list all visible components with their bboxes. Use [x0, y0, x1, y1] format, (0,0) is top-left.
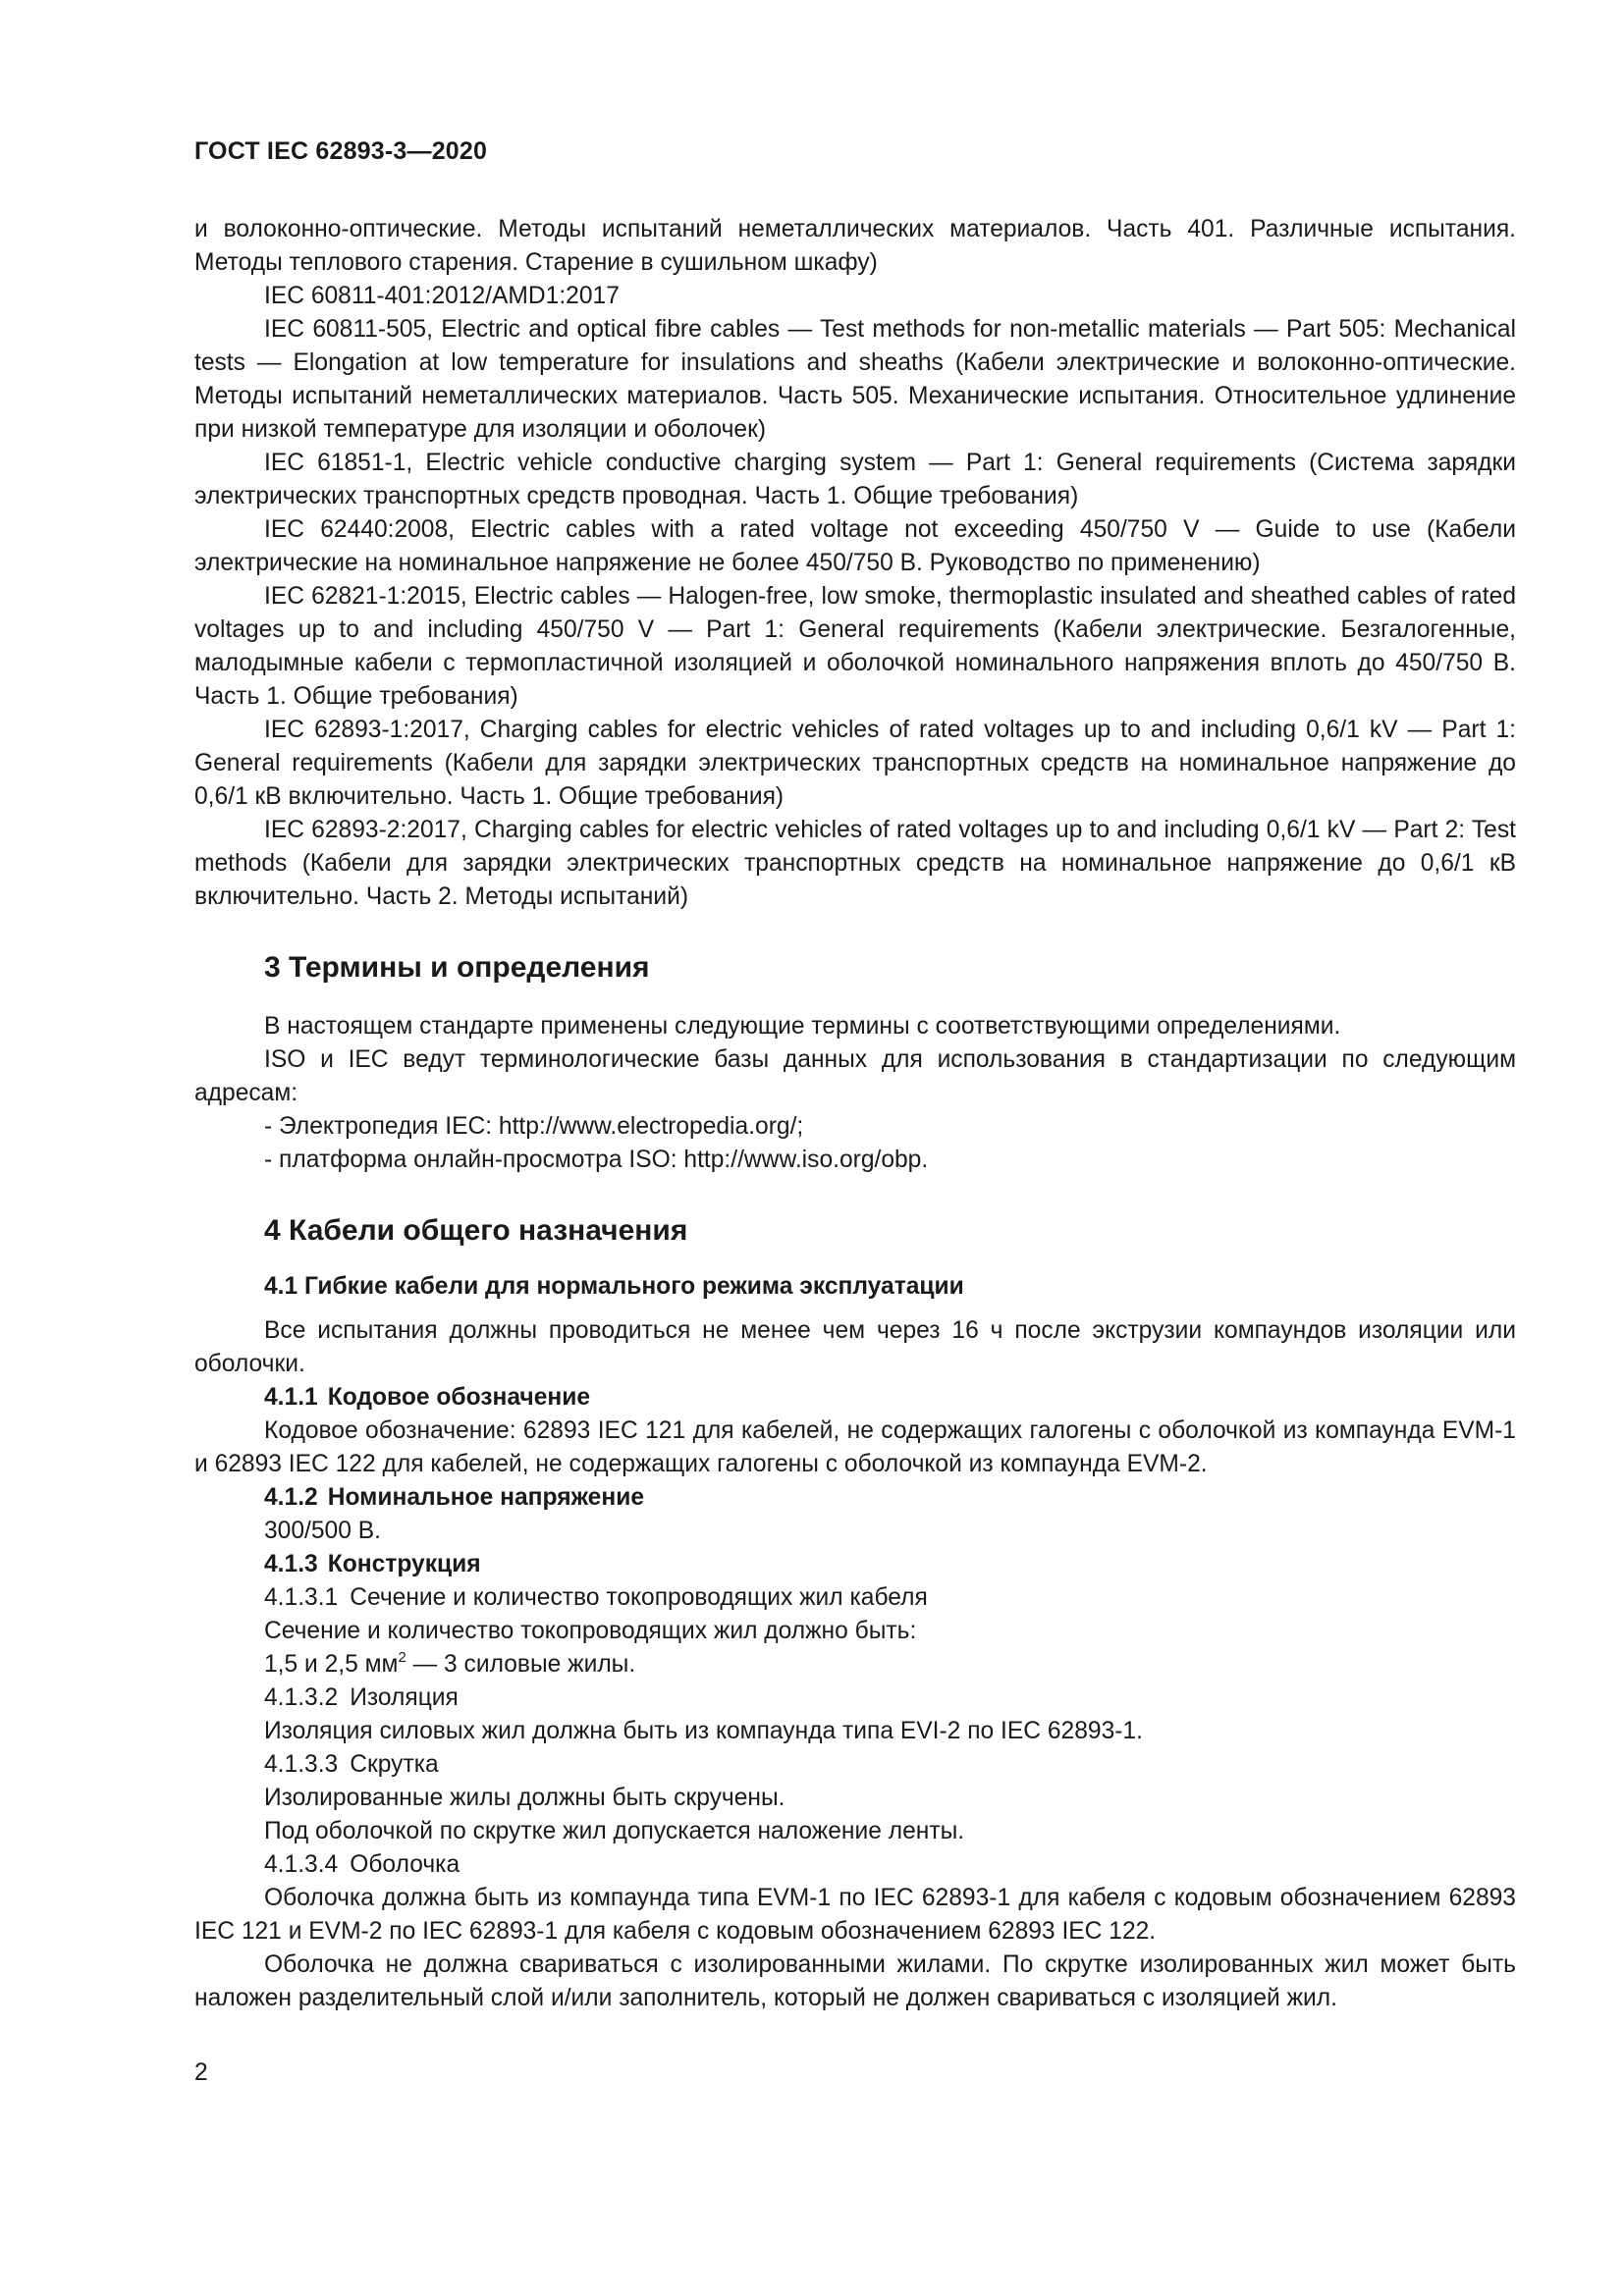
ref-iec-60811-401-amd: IEC 60811-401:2012/AMD1:2017	[264, 283, 620, 309]
section-heading: Скрутка	[350, 1751, 439, 1778]
ref-iec-62893-1: IEC 62893-1:2017, Charging cables for electric vehicles of rated voltages up to and including 0,6/1 kV — Part 1: General requirements (Кабели для зарядки электрических транспортных средств на номинальное напряжение до 0,6/1 кВ включительно. Часть 1. Общие требования)	[194, 717, 1516, 810]
document-header: ГОСТ IEC 62893-3—2020	[194, 137, 488, 165]
section-heading: Сечение и количество токопроводящих жил кабеля	[350, 1584, 928, 1611]
section-heading: Оболочка	[350, 1851, 460, 1878]
section-heading: Конструкция	[327, 1551, 481, 1577]
section-4-1-1-title	[194, 1381, 1516, 1415]
page-number: 2	[194, 2059, 208, 2086]
section-number: 4.1.3	[264, 1551, 318, 1577]
ref-iec-61851-1: IEC 61851-1, Electric vehicle conductive charging system — Part 1: General requirements (Система зарядки электрических транспортных средств проводная. Часть 1. Общие требования)	[194, 450, 1516, 509]
section-3-title: 3 Термины и определения	[264, 951, 650, 984]
section-4-1-3-3-title	[194, 1748, 1516, 1782]
cross-section-value: 1,5 и 2,5 мм	[264, 1651, 399, 1678]
section-heading: Изоляция	[350, 1684, 459, 1711]
section-3-paragraph: В настоящем стандарте применены следующие термины с соответствующими определениями.	[264, 1013, 1341, 1040]
section-number: 4.1.3.4	[264, 1851, 339, 1878]
section-4-1-3-2-paragraph: Изоляция силовых жил должна быть из компаунда типа EVI-2 по IEC 62893-1.	[264, 1718, 1143, 1744]
section-4-1-3-2-title	[194, 1682, 1516, 1715]
section-4-1-3-1-paragraph: Сечение и количество токопроводящих жил должно быть:	[264, 1618, 917, 1644]
section-4-1-2-paragraph: 300/500 В.	[264, 1518, 381, 1544]
ref-continuation: и волоконно-оптические. Методы испытаний неметаллических материалов. Часть 401. Различные испытания. Методы теплового старения. Старение в сушильном шкафу)	[194, 216, 1516, 276]
section-4-1-2-title	[194, 1481, 1516, 1515]
section-number: 4.1.1	[264, 1384, 318, 1411]
section-4-1-3-4-paragraph: Оболочка не должна свариваться с изолированными жилами. По скрутке изолированных жил может быть наложен разделительный слой и/или заполнитель, который не должен свариваться с изоляцией жил.	[194, 1951, 1516, 2011]
conductor-count: — 3 силовые жилы.	[406, 1651, 636, 1678]
section-4-1-3-1-paragraph	[194, 1648, 1516, 1682]
document-page	[194, 137, 1516, 2015]
section-4-1-3-1-title	[194, 1581, 1516, 1615]
section-number: 4.1.3.3	[264, 1751, 339, 1778]
section-4-1-title: 4.1 Гибкие кабели для нормального режима эксплуатации	[264, 1273, 964, 1300]
section-4-1-3-title	[194, 1548, 1516, 1581]
section-number: 4.1.3.2	[264, 1684, 339, 1711]
ref-iec-62893-2: IEC 62893-2:2017, Charging cables for electric vehicles of rated voltages up to and including 0,6/1 kV — Part 2: Test methods (Кабели для зарядки электрических транспортных средств на номинальное напряжение до 0,6/1 кВ включительно. Часть 2. Методы испытаний)	[194, 817, 1516, 910]
section-heading: Номинальное напряжение	[327, 1484, 645, 1511]
section-4-1-1-paragraph: Кодовое обозначение: 62893 IEC 121 для кабелей, не содержащих галогены с оболочкой из компаунда EVM-1 и 62893 IEC 122 для кабелей, не содержащих галогены с оболочкой из компаунда EVM-2.	[194, 1417, 1516, 1477]
section-3-paragraph: ISO и IEC ведут терминологические базы данных для использования в стандартизации по следующим адресам:	[194, 1046, 1516, 1106]
section-4-1-paragraph: Все испытания должны проводиться не менее чем через 16 ч после экструзии компаундов изоляции или оболочки.	[194, 1317, 1516, 1377]
section-4-1-3-3-paragraph: Изолированные жилы должны быть скручены.	[264, 1785, 785, 1811]
section-4-1-3-3-paragraph: Под оболочкой по скрутке жил допускается наложение ленты.	[264, 1818, 965, 1844]
section-4-1-3-4-paragraph: Оболочка должна быть из компаунда типа EVM-1 по IEC 62893-1 для кабеля с кодовым обозначением 62893 IEC 121 и EVM-2 по IEC 62893-1 для кабеля с кодовым обозначением 62893 IEC 122.	[194, 1885, 1516, 1945]
ref-iec-62440: IEC 62440:2008, Electric cables with a rated voltage not exceeding 450/750 V — Guide to use (Кабели электрические на номинальное напряжение не более 450/750 В. Руководство по применению)	[194, 516, 1516, 576]
electropedia-link[interactable]: - Электропедия IEC: http://www.electropedia.org/;	[264, 1113, 804, 1140]
section-number: 4.1.3.1	[264, 1584, 339, 1611]
ref-iec-62821-1: IEC 62821-1:2015, Electric cables — Halogen-free, low smoke, thermoplastic insulated and sheathed cables of rated voltages up to and including 450/750 V — Part 1: General requirements (Кабели электрические. Безгалогенные, малодымные кабели с термопластичной изоляцией и оболочкой номинального напряжения вплоть до 450/750 В. Часть 1. Общие требования)	[194, 583, 1516, 710]
section-number: 4.1.2	[264, 1484, 318, 1511]
section-4-1-3-4-title	[194, 1848, 1516, 1882]
section-4-title: 4 Кабели общего назначения	[264, 1214, 688, 1247]
iso-obp-link[interactable]: - платформа онлайн-просмотра ISO: http://www.iso.org/obp.	[264, 1147, 929, 1173]
ref-iec-60811-505: IEC 60811-505, Electric and optical fibre cables — Test methods for non-metallic materials — Part 505: Mechanical tests — Elongation at low temperature for insulations and sheaths (Кабели электрические и волоконно-оптические. Методы испытаний неметаллических материалов. Часть 505. Механические испытания. Относительное удлинение при низкой температуре для изоляции и оболочек)	[194, 316, 1516, 443]
superscript: 2	[398, 1649, 406, 1666]
section-heading: Кодовое обозначение	[327, 1384, 591, 1411]
